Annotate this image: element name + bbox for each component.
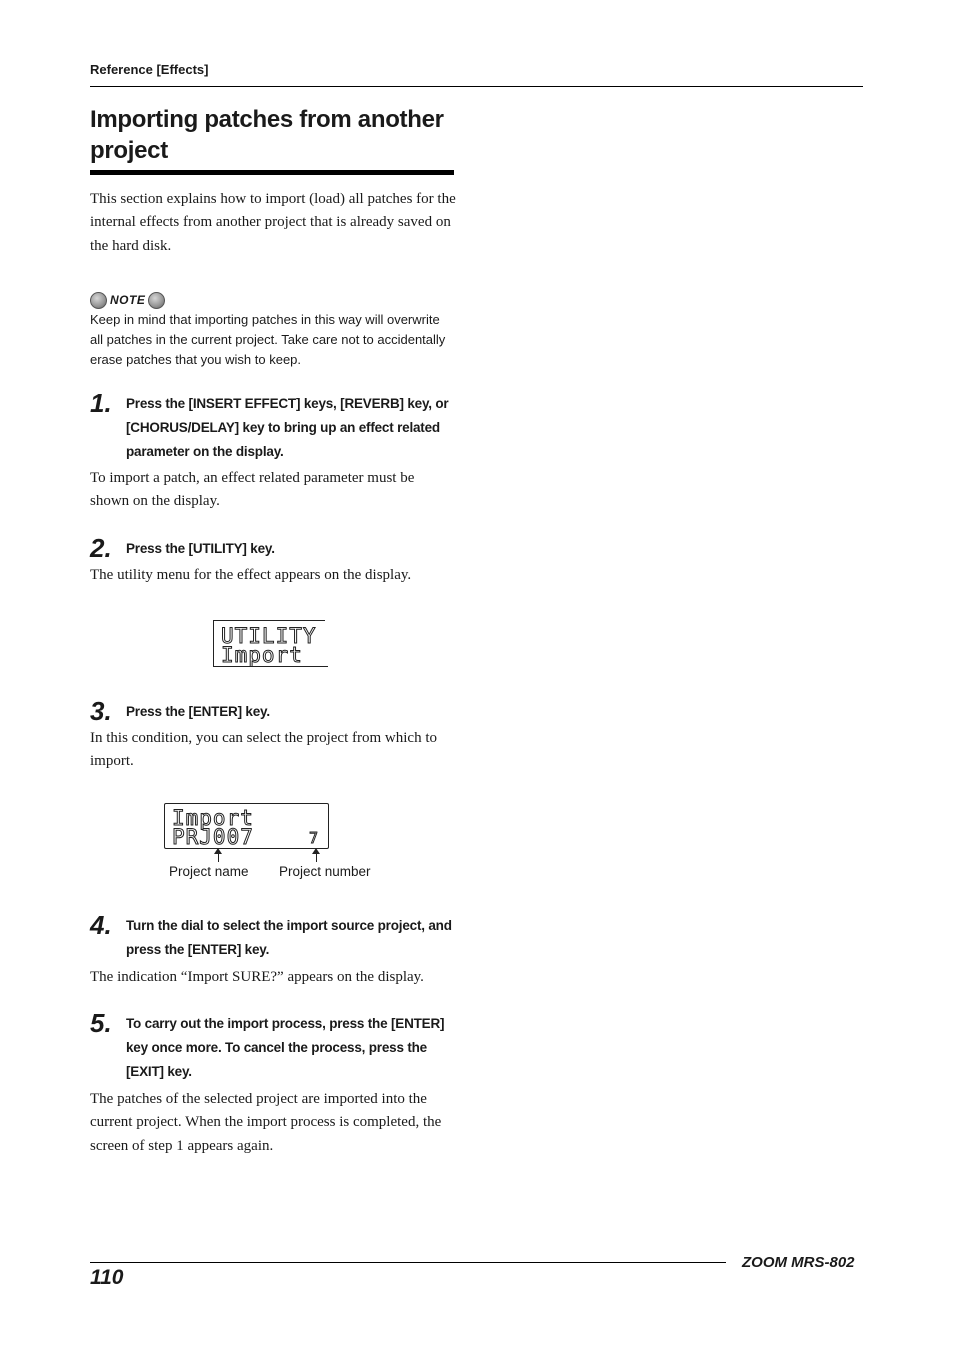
lcd-display-utility [213,620,328,667]
page-title: Importing patches from another project [90,106,444,164]
lcd-project-name: PRJ007 [172,825,254,849]
note-label: NOTE [110,293,146,307]
note-bullet-icon [90,292,107,309]
step-number: 4. [90,910,112,940]
footer-rule [90,1262,726,1263]
step-heading: Press the [UTILITY] key. [126,541,275,556]
lcd-edge-mask [325,620,329,664]
step-heading: To carry out the import process, press the [ENTER] key once more. To cancel the process, press the [EXIT] key. [126,1016,445,1079]
step-body: The utility menu for the effect appears on the display. [90,567,412,583]
step-heading: Press the [ENTER] key. [126,704,270,719]
intro-paragraph: This section explains how to import (load) all patches for the internal effects from another project that is already saved on the hard disk. [90,191,456,254]
note-header [90,291,165,309]
note-text: Keep in mind that importing patches in this way will overwrite all patches in the current project. Take care not to accidentally erase patches that you wish to keep. [90,312,446,367]
step-number: 3. [90,696,112,726]
step-number: 5. [90,1008,112,1038]
step-heading: Turn the dial to select the import source project, and press the [ENTER] key. [126,918,452,957]
step-body: The indication “Import SURE?” appears on the display. [90,969,424,985]
header-rule [90,86,863,87]
lcd-display-import [164,803,329,849]
lcd-line-1: Import [172,806,254,830]
footer-brand: ZOOM MRS-802 [742,1254,855,1271]
lcd-line-2: Import [221,643,303,667]
page-number: 110 [90,1266,124,1289]
step-body: In this condition, you can select the project from which to import. [90,730,437,770]
section-label: Reference [Effects] [90,62,209,77]
step-number: 2. [90,533,112,563]
arrow-stem [218,853,219,862]
caption-project-name: Project name [169,864,249,879]
step-body: To import a patch, an effect related parameter must be shown on the display. [90,470,415,510]
note-bullet-icon [148,292,165,309]
title-rule [90,170,454,175]
step-heading: Press the [INSERT EFFECT] keys, [REVERB] key, or [CHORUS/DELAY] key to bring up an effect related parameter on the display. [126,396,449,459]
caption-project-number: Project number [279,864,371,879]
lcd-line-1: UTILITY [221,624,317,648]
lcd-project-number: 7 [309,829,320,847]
step-number: 1. [90,388,112,418]
arrow-stem [316,853,317,862]
step-body: The patches of the selected project are imported into the current project. When the import process is completed, the screen of step 1 appears again. [90,1091,442,1154]
